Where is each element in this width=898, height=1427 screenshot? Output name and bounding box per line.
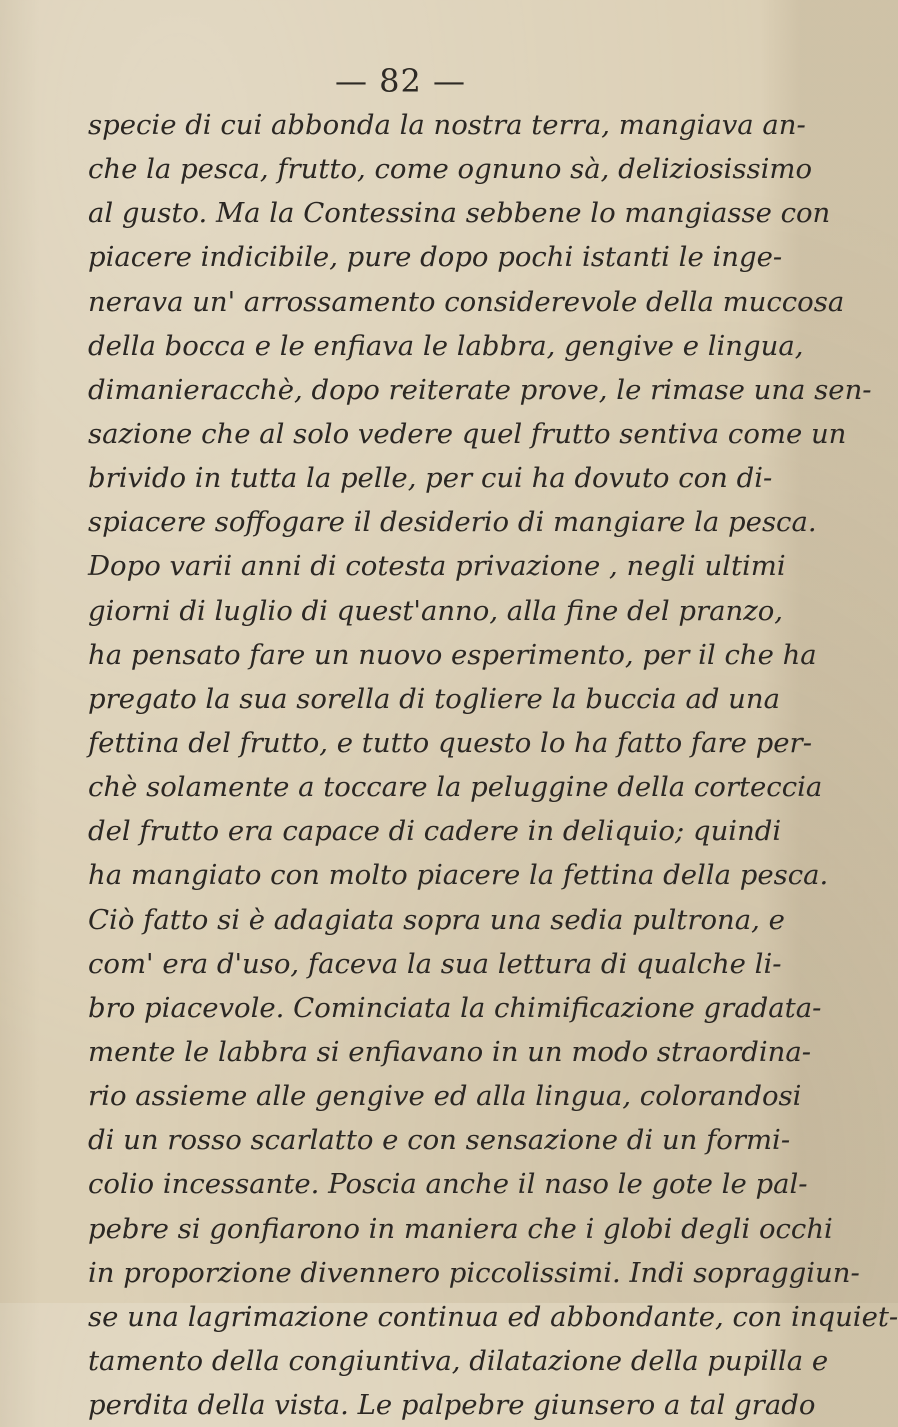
- text-line: che la pesca, frutto, come ognuno sà, deliziosissimo: [88, 153, 813, 186]
- text-line: mente le labbra si enfiavano in un modo straordina-: [88, 1035, 812, 1068]
- text-line: spiacere soffogare il desiderio di mangiare la pesca.: [88, 506, 817, 539]
- text-line: pregato la sua sorella di togliere la buccia ad una: [88, 682, 780, 715]
- text-line: del frutto era capace di cadere in deliquio; quindi: [88, 815, 782, 848]
- text-line: sazione che al solo vedere quel frutto sentiva come un: [88, 417, 847, 450]
- text-line: dimanieracchè, dopo reiterate prove, le rimase una sen-: [88, 373, 872, 406]
- text-line: specie di cui abbonda la nostra terra, mangiava an-: [88, 109, 806, 141]
- text-line: in proporzione divennero piccolissimi. Indi sopraggiun-: [88, 1256, 860, 1289]
- page-number: — 82 —: [334, 62, 467, 100]
- text-line: giorni di luglio di quest'anno, alla fine del pranzo,: [88, 594, 784, 627]
- text-line: di un rosso scarlatto e con sensazione di un formi-: [88, 1124, 791, 1157]
- text-line: della bocca e le enfiava le labbra, gengive e lingua,: [88, 329, 804, 362]
- text-line: chè solamente a toccare la peluggine della corteccia: [88, 771, 823, 804]
- text-line: com' era d'uso, faceva la sua lettura di qualche li-: [88, 947, 782, 980]
- text-line: pebre si gonfiarono in maniera che i globi degli occhi: [88, 1212, 833, 1245]
- text-line: tamento della congiuntiva, dilatazione della pupilla e: [88, 1344, 829, 1377]
- text-line: Ciò fatto si è adagiata sopra una sedia pultrona, e: [88, 903, 785, 936]
- body-text: [88, 103, 898, 1427]
- text-line: al gusto. Ma la Contessina sebbene lo mangiasse con: [88, 197, 831, 230]
- text-line: bro piacevole. Cominciata la chimificazione gradata-: [88, 991, 822, 1024]
- text-line: ha pensato fare un nuovo esperimento, per il che ha: [88, 638, 817, 671]
- text-line: colio incessante. Poscia anche il naso le gote le pal-: [88, 1168, 808, 1201]
- text-line: se una lagrimazione continua ed abbondante, con inquiet-: [88, 1300, 898, 1333]
- text-line: nerava un' arrossamento considerevole della muccosa: [88, 285, 845, 318]
- text-line: perdita della vista. Le palpebre giunsero a tal grado: [88, 1389, 816, 1422]
- text-line: ha mangiato con molto piacere la fettina della pesca.: [88, 859, 829, 892]
- text-line: Dopo varii anni di cotesta privazione , negli ultimi: [88, 550, 786, 583]
- text-line: piacere indicibile, pure dopo pochi istanti le inge-: [88, 241, 783, 274]
- text-line: fettina del frutto, e tutto questo lo ha fatto fare per-: [88, 726, 812, 759]
- text-line: rio assieme alle gengive ed alla lingua, colorandosi: [88, 1080, 802, 1113]
- text-line: brivido in tutta la pelle, per cui ha dovuto con di-: [88, 462, 773, 495]
